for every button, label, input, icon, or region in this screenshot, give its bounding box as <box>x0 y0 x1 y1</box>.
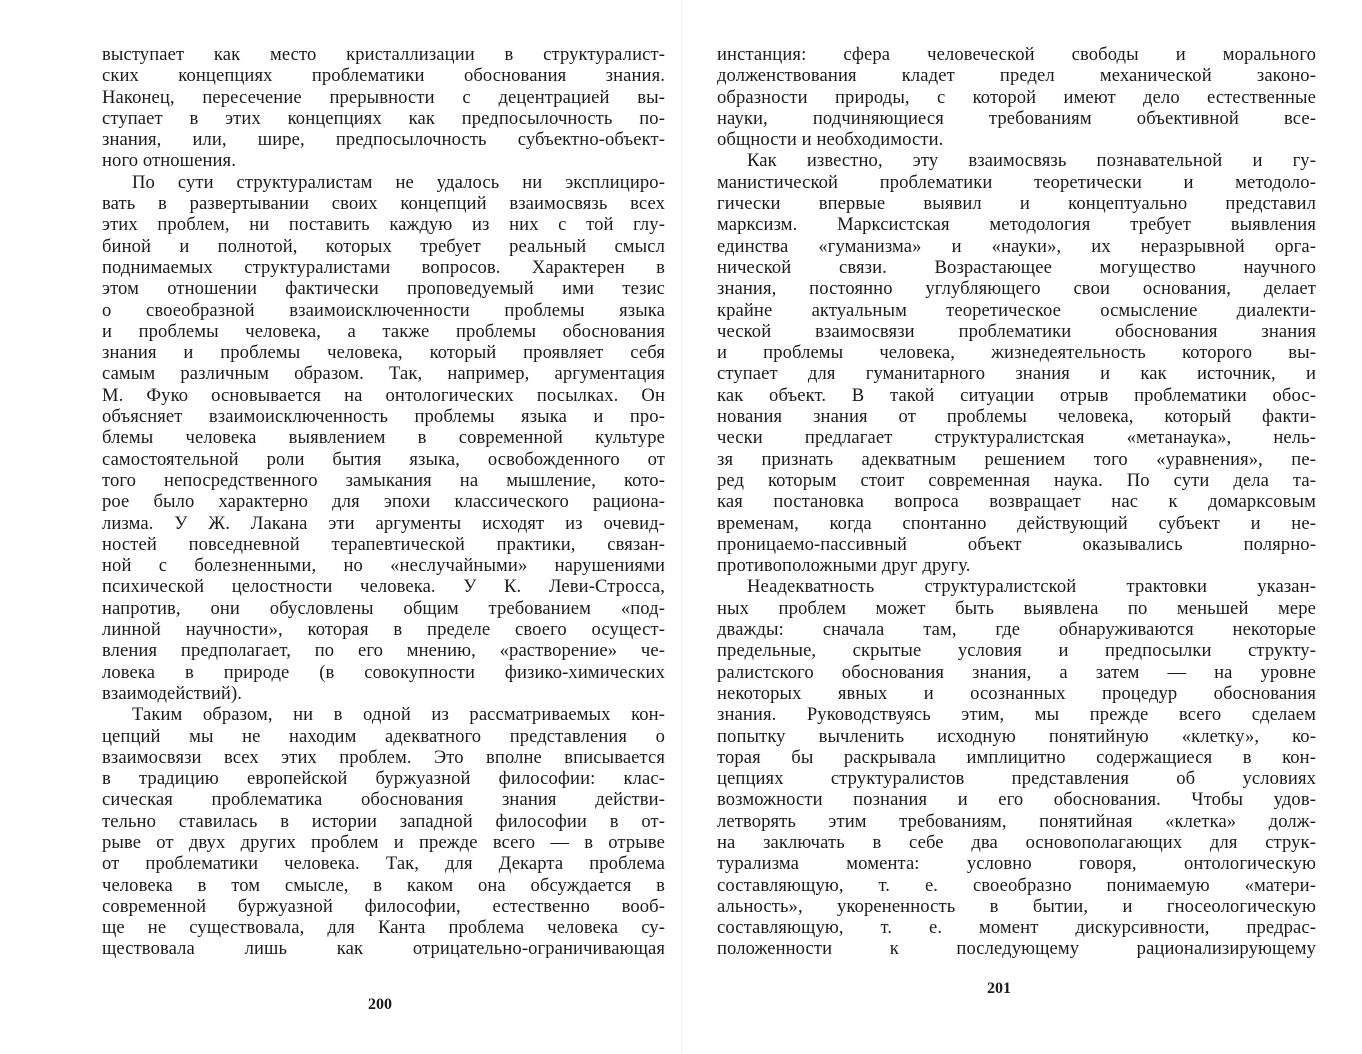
text-line: человека в том смысле, в каком она обсуждается в <box>102 874 665 896</box>
text-line: ралистского обоснования знания, а затем — на уровне <box>717 661 1316 683</box>
text-line: рыве от двух других проблем и прежде всего — в отрыве <box>102 831 665 853</box>
text-line: единства «гуманизма» и «науки», их неразрывной орга- <box>717 235 1316 257</box>
text-line: современной буржуазной философии, естественно вооб- <box>102 895 665 917</box>
text-line: науки, подчиняющиеся требованиям объективной все- <box>717 107 1316 129</box>
right-page-number: 201 <box>987 980 1011 997</box>
text-line: образности природы, с которой имеют дело естественные <box>717 86 1316 108</box>
text-line: предельные, скрытые условия и предпосылки структу- <box>717 640 1316 662</box>
text-line: летворять этим требованиям, понятийная «клетка» долж- <box>717 810 1316 832</box>
text-line: кая постановка вопроса возвращает нас к домарксовым <box>717 491 1316 513</box>
text-line: объясняет взаимоисключенность проблемы языка и про- <box>102 406 665 428</box>
text-line: цепциях структуралистов представления об условиях <box>717 768 1316 790</box>
text-line: ной с болезненными, но «неслучайными» нарушениями <box>102 555 665 577</box>
text-line: на заключать в себе два основополагающих для струк- <box>717 831 1316 853</box>
text-line: крайне актуальным теоретическое осмысление диалекти- <box>717 299 1316 321</box>
text-line: тельно ставилась в истории западной философии в от- <box>102 810 665 832</box>
text-line: некоторых явных и осознанных процедур обоснования <box>717 682 1316 704</box>
text-line: в традицию европейской буржуазной философии: клас- <box>102 768 665 790</box>
text-line: зя признать адекватным решением того «уравнения», пе- <box>717 448 1316 470</box>
right-page-text <box>717 44 1316 960</box>
text-line: вления предполагает, по его мнению, «растворение» че- <box>102 640 665 662</box>
text-line: поднимаемых структуралистами вопросов. Характерен в <box>102 256 665 278</box>
text-line: самостоятельной роли бытия языка, освобожденного от <box>102 448 665 470</box>
text-line: ред которым стоит современная наука. По сути дела та- <box>717 469 1316 491</box>
text-line: выступает как место кристаллизации в структуралист- <box>102 44 665 65</box>
text-line: вать в развертывании своих концепций взаимосвязь всех <box>102 193 665 215</box>
text-line: М. Фуко основывается на онтологических посылках. Он <box>102 384 665 406</box>
text-line: знания, или, шире, предпосылочность субъектно-объект- <box>102 129 665 151</box>
text-line: Как известно, эту взаимосвязь познавательной и гу- <box>747 150 1316 172</box>
text-line: ществовала лишь как отрицательно-ограничивающая <box>102 938 665 960</box>
text-line: этом отношении фактически проповедуемый ими тезис <box>102 278 665 300</box>
text-line: составляющую, т. е. своеобразно понимаемую «матери- <box>717 874 1316 896</box>
text-line: Неадекватность структуралистской трактовки указан- <box>747 576 1316 598</box>
right-page <box>681 0 1362 1054</box>
text-line: цепций мы не находим адекватного представления о <box>102 725 665 747</box>
text-line: попытку вычленить исходную понятийную «клетку», ко- <box>717 725 1316 747</box>
text-line: блемы человека выявлением в современной культуре <box>102 427 665 449</box>
text-line: взаимодействий). <box>102 682 243 704</box>
text-line: По сути структуралистам не удалось ни эксплициро- <box>132 171 665 193</box>
text-line: Наконец, пересечение прерывности с децентрацией вы- <box>102 86 665 108</box>
text-line: долженствования кладет предел механической законо- <box>717 65 1316 87</box>
text-line: проницаемо-пассивный объект оказывались полярно- <box>717 533 1316 555</box>
text-line: знания, постоянно углубляющего свои основания, делает <box>717 278 1316 300</box>
text-line: взаимосвязи всех этих проблем. Это вполне вписывается <box>102 746 665 768</box>
text-line: ступает в этих концепциях как предпосылочность по- <box>102 107 665 129</box>
text-line: и проблемы человека, а также проблемы обоснования <box>102 320 665 342</box>
text-line: турализма момента: условно говоря, онтологическую <box>717 853 1316 875</box>
text-line: ступает для гуманитарного знания и как источник, и <box>717 363 1316 385</box>
text-line: от проблематики человека. Так, для Декарта проблема <box>102 853 665 875</box>
text-line: Таким образом, ни в одной из рассматриваемых кон- <box>132 704 665 726</box>
text-line: биной и полнотой, которых требует реальный смысл <box>102 235 665 257</box>
text-line: ловека в природе (в совокупности физико-химических <box>102 661 665 683</box>
text-line: того непосредственного замыкания на мышление, кото- <box>102 469 665 491</box>
text-line: дважды: сначала там, где обнаруживаются некоторые <box>717 619 1316 641</box>
text-line: положенности к последующему рационализирующему <box>717 938 1316 960</box>
text-line: ских концепциях проблематики обоснования знания. <box>102 65 665 87</box>
text-line: ще не существовала, для Канта проблема человека су- <box>102 917 665 939</box>
text-line: ческой взаимосвязи проблематики обоснования знания <box>717 320 1316 342</box>
text-line: противоположными друг другу. <box>717 555 971 577</box>
text-line: ного отношения. <box>102 150 236 172</box>
text-line: составляющую, т. е. момент дискурсивности, предрас- <box>717 917 1316 939</box>
text-line: нической связи. Возрастающее могущество научного <box>717 256 1316 278</box>
text-line: знания. Руководствуясь этим, мы прежде всего сделаем <box>717 704 1316 726</box>
text-line: марксизм. Марксистская методология требует выявления <box>717 214 1316 236</box>
text-line: манистической проблематики теоретически и методоло- <box>717 171 1316 193</box>
text-line: знания и проблемы человека, который проявляет себя <box>102 342 665 364</box>
text-line: гически впервые выявил и концептуально представил <box>717 193 1316 215</box>
text-line: общности и необходимости. <box>717 129 944 151</box>
text-line: как объект. В такой ситуации отрыв проблематики обос- <box>717 384 1316 406</box>
text-line: этих проблем, ни поставить каждую из них с той глу- <box>102 214 665 236</box>
text-line: торая бы раскрывала имплицитно содержащиеся в кон- <box>717 746 1316 768</box>
text-line: напротив, они обусловлены общим требованием «под- <box>102 597 665 619</box>
text-line: ных проблем может быть выявлена по меньшей мере <box>717 597 1316 619</box>
text-line: самым различным образом. Так, например, аргументация <box>102 363 665 385</box>
text-line: нования знания от проблемы человека, который факти- <box>717 406 1316 428</box>
text-line: лизма. У Ж. Лакана эти аргументы исходят из очевид- <box>102 512 665 534</box>
text-line: психической целостности человека. У К. Леви-Стросса, <box>102 576 665 598</box>
text-line: сическая проблематика обоснования знания действи- <box>102 789 665 811</box>
text-line: о своеобразной взаимоисключенности проблемы языка <box>102 299 665 321</box>
text-line: временам, когда спонтанно действующий субъект и не- <box>717 512 1316 534</box>
text-line: альность», укорененность в бытии, и гносеологическую <box>717 895 1316 917</box>
text-line: и проблемы человека, жизнедеятельность которого вы- <box>717 342 1316 364</box>
text-line: инстанция: сфера человеческой свободы и морального <box>717 44 1316 65</box>
left-page-number: 200 <box>368 996 392 1013</box>
text-line: ностей повседневной терапевтической практики, связан- <box>102 533 665 555</box>
text-line: линной научности», которая в пределе своего осущест- <box>102 619 665 641</box>
left-page-text <box>102 44 665 960</box>
text-line: рое было характерно для эпохи классического рациона- <box>102 491 665 513</box>
text-line: возможности познания и его обоснования. Чтобы удов- <box>717 789 1316 811</box>
text-line: чески предлагает структуралистская «метанаука», нель- <box>717 427 1316 449</box>
